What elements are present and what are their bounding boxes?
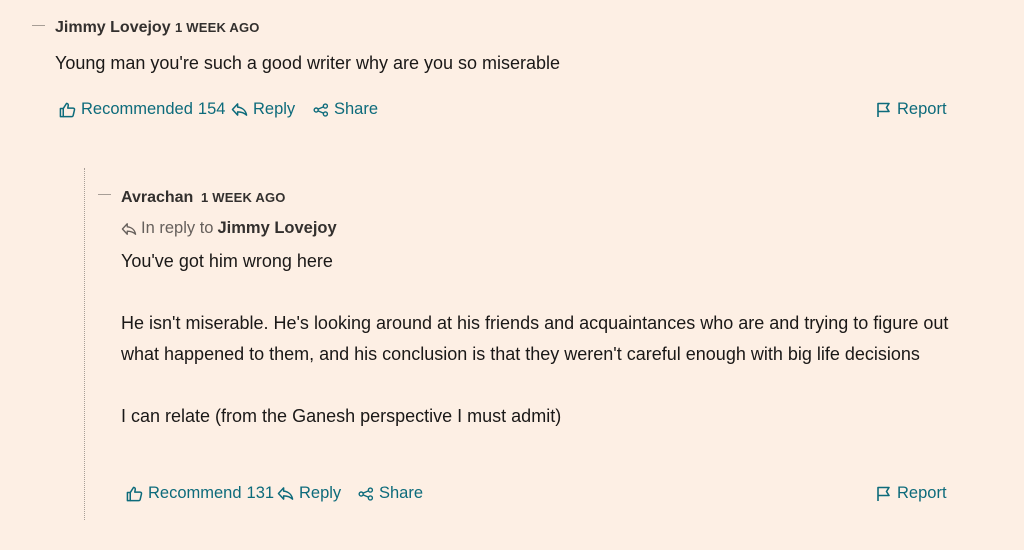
comment-paragraph: I can relate (from the Ganesh perspective I must admit) xyxy=(121,406,562,426)
in-reply-to xyxy=(121,219,337,238)
report-button[interactable] xyxy=(876,484,947,503)
recommend-count: 154 xyxy=(197,100,226,118)
share-icon xyxy=(358,487,374,501)
share-button[interactable] xyxy=(358,484,423,503)
comment-timestamp: 1 WEEK AGO xyxy=(201,190,286,205)
reply-arrow-icon xyxy=(277,486,294,501)
comment-paragraph: He isn't miserable. He's looking around at his friends and acquaintances who are and trying to figure out what happened to them, and his conclusion is that they weren't careful enough with big life decisions xyxy=(121,313,949,364)
comment-author[interactable]: Avrachan xyxy=(121,189,194,206)
collapse-dash[interactable] xyxy=(98,194,111,195)
reply-label: Reply xyxy=(299,484,342,502)
thread-line xyxy=(84,168,85,520)
recommend-label: Recommend xyxy=(148,484,242,502)
in-reply-prefix: In reply to xyxy=(141,219,214,237)
report-label: Report xyxy=(897,100,947,118)
collapse-dash[interactable] xyxy=(32,25,45,26)
reply-label: Reply xyxy=(253,100,296,118)
recommend-count: 131 xyxy=(246,484,275,502)
in-reply-author[interactable]: Jimmy Lovejoy xyxy=(217,219,337,237)
recommend-label: Recommended xyxy=(81,100,193,118)
thumbs-up-icon xyxy=(59,101,76,118)
comment-paragraph: You've got him wrong here xyxy=(121,251,333,271)
share-icon xyxy=(313,103,329,117)
flag-icon xyxy=(876,486,892,502)
share-button[interactable] xyxy=(313,100,378,119)
reply-arrow-icon xyxy=(121,222,137,236)
flag-icon xyxy=(876,102,892,118)
reply-button[interactable] xyxy=(231,100,295,119)
reply-button[interactable] xyxy=(277,484,341,503)
comment-body xyxy=(121,246,951,432)
comment-author[interactable]: Jimmy Lovejoy xyxy=(55,19,171,36)
recommend-button[interactable] xyxy=(126,484,274,503)
reply-arrow-icon xyxy=(231,102,248,117)
share-label: Share xyxy=(334,100,379,118)
share-label: Share xyxy=(379,484,424,502)
recommend-button[interactable] xyxy=(59,100,225,119)
thumbs-up-icon xyxy=(126,485,143,502)
comment-timestamp: 1 WEEK AGO xyxy=(175,20,260,35)
comment-body: Young man you're such a good writer why are you so miserable xyxy=(55,53,561,73)
report-button[interactable] xyxy=(876,100,947,119)
report-label: Report xyxy=(897,484,947,502)
